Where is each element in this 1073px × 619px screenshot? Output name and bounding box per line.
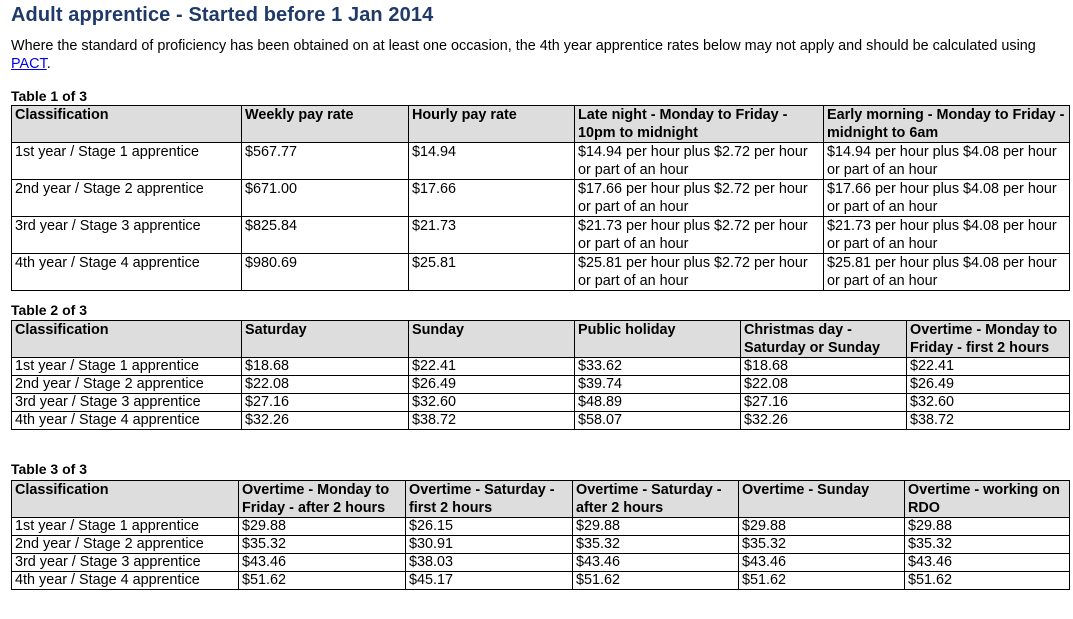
table-row — [12, 254, 1070, 291]
table-row — [12, 143, 1070, 180]
rate-cell: $17.66 — [409, 180, 575, 217]
rate-cell: $22.08 — [741, 376, 907, 394]
rate-cell: $567.77 — [242, 143, 409, 180]
table-row — [12, 412, 1070, 430]
column-header: Overtime - Monday to Friday - first 2 hours — [907, 321, 1070, 358]
column-header: Overtime - Sunday — [739, 481, 905, 518]
rate-cell: $29.88 — [905, 518, 1070, 536]
table-row — [12, 180, 1070, 217]
table-3 — [11, 480, 1070, 590]
column-header: Overtime - Saturday - first 2 hours — [406, 481, 573, 518]
rate-cell: $14.94 — [409, 143, 575, 180]
column-header: Weekly pay rate — [242, 106, 409, 143]
rate-cell: $17.66 per hour plus $4.08 per hour or part of an hour — [824, 180, 1070, 217]
classification-cell: 2nd year / Stage 2 apprentice — [12, 180, 242, 217]
rate-cell: $32.26 — [242, 412, 409, 430]
rate-cell: $35.32 — [905, 536, 1070, 554]
table-row — [12, 217, 1070, 254]
classification-cell: 4th year / Stage 4 apprentice — [12, 572, 239, 590]
classification-cell: 4th year / Stage 4 apprentice — [12, 254, 242, 291]
rate-cell: $43.46 — [239, 554, 406, 572]
classification-cell: 2nd year / Stage 2 apprentice — [12, 536, 239, 554]
header-row — [12, 106, 1070, 143]
rate-cell: $27.16 — [741, 394, 907, 412]
column-header: Saturday — [242, 321, 409, 358]
table-row — [12, 394, 1070, 412]
intro-text: Where the standard of proficiency has been obtained on at least one occasion, the 4th year apprentice rates below may not apply and should be calculated using — [11, 38, 1036, 54]
rate-cell: $38.72 — [409, 412, 575, 430]
rate-cell: $21.73 per hour plus $4.08 per hour or part of an hour — [824, 217, 1070, 254]
rate-cell: $17.66 per hour plus $2.72 per hour or part of an hour — [575, 180, 824, 217]
rate-cell: $58.07 — [575, 412, 741, 430]
table-row — [12, 358, 1070, 376]
rate-cell: $18.68 — [242, 358, 409, 376]
table-1-body — [12, 106, 1070, 291]
column-header: Overtime - Monday to Friday - after 2 hours — [239, 481, 406, 518]
classification-cell: 1st year / Stage 1 apprentice — [12, 358, 242, 376]
rate-cell: $35.32 — [239, 536, 406, 554]
rate-cell: $825.84 — [242, 217, 409, 254]
rate-cell: $14.94 per hour plus $4.08 per hour or part of an hour — [824, 143, 1070, 180]
column-header: Christmas day - Saturday or Sunday — [741, 321, 907, 358]
rate-cell: $38.72 — [907, 412, 1070, 430]
rate-cell: $26.49 — [409, 376, 575, 394]
rate-cell: $32.60 — [409, 394, 575, 412]
page-title: Adult apprentice - Started before 1 Jan 2014 — [11, 4, 434, 26]
column-header: Overtime - Saturday - after 2 hours — [573, 481, 739, 518]
rate-cell: $27.16 — [242, 394, 409, 412]
rate-cell: $29.88 — [239, 518, 406, 536]
rate-cell: $33.62 — [575, 358, 741, 376]
classification-cell: 3rd year / Stage 3 apprentice — [12, 394, 242, 412]
rate-cell: $21.73 — [409, 217, 575, 254]
intro-text-end: . — [46, 56, 51, 72]
table-row — [12, 554, 1070, 572]
rate-cell: $39.74 — [575, 376, 741, 394]
column-header: Early morning - Monday to Friday - midnight to 6am — [824, 106, 1070, 143]
rate-cell: $26.15 — [406, 518, 573, 536]
classification-cell: 1st year / Stage 1 apprentice — [12, 518, 239, 536]
rate-cell: $21.73 per hour plus $2.72 per hour or part of an hour — [575, 217, 824, 254]
table-1-caption: Table 1 of 3 — [11, 88, 87, 104]
rate-cell: $45.17 — [406, 572, 573, 590]
rate-cell: $35.32 — [739, 536, 905, 554]
column-header: Hourly pay rate — [409, 106, 575, 143]
header-row — [12, 481, 1070, 518]
classification-cell: 3rd year / Stage 3 apprentice — [12, 554, 239, 572]
column-header: Sunday — [409, 321, 575, 358]
rate-cell: $671.00 — [242, 180, 409, 217]
column-header: Overtime - working on RDO — [905, 481, 1070, 518]
rate-cell: $25.81 — [409, 254, 575, 291]
rate-cell: $38.03 — [406, 554, 573, 572]
header-row — [12, 321, 1070, 358]
table-2 — [11, 320, 1070, 430]
rate-cell: $29.88 — [573, 518, 739, 536]
rate-cell: $43.46 — [739, 554, 905, 572]
table-3-caption: Table 3 of 3 — [11, 461, 87, 477]
rate-cell: $22.41 — [409, 358, 575, 376]
rate-cell: $29.88 — [739, 518, 905, 536]
rate-cell: $32.26 — [741, 412, 907, 430]
rate-cell: $25.81 per hour plus $2.72 per hour or part of an hour — [575, 254, 824, 291]
classification-cell: 2nd year / Stage 2 apprentice — [12, 376, 242, 394]
rate-cell: $22.08 — [242, 376, 409, 394]
rate-cell: $18.68 — [741, 358, 907, 376]
rate-cell: $32.60 — [907, 394, 1070, 412]
table-row — [12, 572, 1070, 590]
rate-cell: $51.62 — [739, 572, 905, 590]
rate-cell: $22.41 — [907, 358, 1070, 376]
classification-cell: 4th year / Stage 4 apprentice — [12, 412, 242, 430]
rate-cell: $51.62 — [573, 572, 739, 590]
rate-cell: $43.46 — [573, 554, 739, 572]
intro-paragraph — [11, 37, 1061, 73]
table-3-body — [12, 481, 1070, 590]
table-2-caption: Table 2 of 3 — [11, 302, 87, 318]
table-2-body — [12, 321, 1070, 430]
column-header: Public holiday — [575, 321, 741, 358]
classification-cell: 1st year / Stage 1 apprentice — [12, 143, 242, 180]
rate-cell: $51.62 — [239, 572, 406, 590]
rate-cell: $48.89 — [575, 394, 741, 412]
rate-cell: $14.94 per hour plus $2.72 per hour or part of an hour — [575, 143, 824, 180]
table-row — [12, 518, 1070, 536]
rate-cell: $26.49 — [907, 376, 1070, 394]
rate-cell: $43.46 — [905, 554, 1070, 572]
classification-cell: 3rd year / Stage 3 apprentice — [12, 217, 242, 254]
rate-cell: $35.32 — [573, 536, 739, 554]
column-header: Classification — [12, 321, 242, 358]
table-row — [12, 376, 1070, 394]
rate-cell: $25.81 per hour plus $4.08 per hour or part of an hour — [824, 254, 1070, 291]
column-header: Late night - Monday to Friday - 10pm to midnight — [575, 106, 824, 143]
table-1 — [11, 105, 1070, 291]
rate-cell: $30.91 — [406, 536, 573, 554]
table-row — [12, 536, 1070, 554]
rate-cell: $51.62 — [905, 572, 1070, 590]
rate-cell: $980.69 — [242, 254, 409, 291]
pact-link[interactable]: PACT — [11, 56, 47, 72]
column-header: Classification — [12, 481, 239, 518]
column-header: Classification — [12, 106, 242, 143]
